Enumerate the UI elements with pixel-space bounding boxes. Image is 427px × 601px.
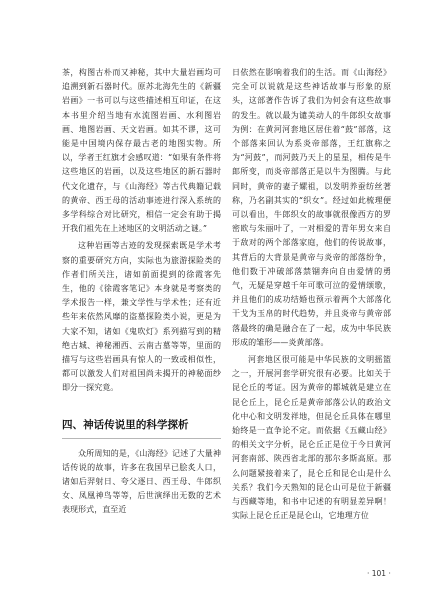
body-paragraph: 众所周知的是，《山海经》记述了大量神话传说的故事，许多在我国早已脍炙人口，诸如后羿射日、夸父逐日、西王母、牛郎织女、凤凰神鸟等等，后世演绎出无数的艺术表现形式，直至近: [62, 448, 221, 515]
body-paragraph: 日依然在影响着我们的生活。而《山海经》完全可以说就是这些神话故事与形象的原头，这部著作告诉了我们为何会有这些故事的发生。就以最为谴美动人的牛郎织女故事为例：在黄河河套地区居住着“鼓”部落，这个部落来回认为系炎帝部落，王红旗称之为“河鼓”，而河鼓乃天上的星星，相传是牛郎所变，而炎帝部落正是以牛为图腾。与此同时，黄帝的妻子嫘祖，以发明养蚕纺丝著称，乃名副其实的“织女”。经过如此梳理便可以看出，牛郎织女的故事就很像西方的罗密欧与朱丽叶了，一对相爱的青年男女来自于敌对的两个部落家庭，他们的传说故事，其背后的大背景是黄帝与炎帝的部落纷争，他们数于冲破部落禁锢奔向自由爱情的勇气，无疑是穿越千年可歌可泣的爱情颂歌，并且他们的成功结婚也预示着两个大部落化干戈为玉帛的时代趋势，并且炎帝与黄帝部落最终的确是融合在了一起，成为中华民族形成的雏形——炎黄部落。: [232, 68, 391, 347]
spacer: [62, 396, 221, 410]
body-paragraph: 这种岩画等古迹的发现探索既是学术考察的重要研究方向，实际也为旅游探险类的作者们所关注，诸如前面提到的徐霞客先生，他的《徐霞客笔记》本身就是考察类的学术报告一样，兼文学性与学术性；还有近些年来依然风靡的盗墓探险类小说，更是为大家不知，诸如《鬼吹灯》系列描写到的精绝古城、神秘湘西、云南古墓等等，里面的描写与这些岩画具有惊人的一致或相似性，都可以激发人们对祖国尚未揭开的神秘面纱即分一探究竟。: [62, 241, 221, 393]
section-heading: 四、神话传说里的科学探析: [62, 416, 221, 439]
left-column: [62, 66, 221, 518]
page-number: · 101 ·: [367, 569, 391, 578]
body-paragraph: 茶，构图古朴而又神秘，其中大量岩画均可追溯到新石器时代。原苏北海先生的《新疆岩画》一书可以与这些描述相互印证，在这本书里介绍当地有水流图岩画、水利图岩画、地图岩画、天文岩画。如其不谬，这可能是中国境内保存最古老的地图实物。所以，学者王红旗才会感叹道：“如果有条件将这些地区的岩画，以及这些地区的新石器时代文化遗存，与《山海经》等古代典籍记载的黄帝、西王母的活动事迹进行深入系统的多学科综合对比研究，相信一定会有助于揭开我们祖先在上述地区的文明活动之谜。”: [62, 68, 221, 234]
right-column: [232, 66, 391, 524]
body-paragraph: 河套地区很可能是中华民族的文明摇篮之一，开展河套学研究很有必要。比如关于昆仑丘的考证。因为黄帝的都城就是建立在昆仑丘上，昆仑丘是黄帝部落公认的政治文化中心和文明发祥地，但昆仑丘具体在哪里始终是一直争论不定。而依据《五藏山经》的相关文字分析，昆仑丘正是位于今日黄河河套南部、陕西省北部的那尔多斯高原。那么问题紧接着来了，昆仑丘和昆仑山是什么关系？我们今天熟知的昆仑山可是位于新疆与西藏等地，和书中记述的有明显差异啊！实际上昆仑丘正是昆仑山，它地理方位: [232, 355, 391, 521]
